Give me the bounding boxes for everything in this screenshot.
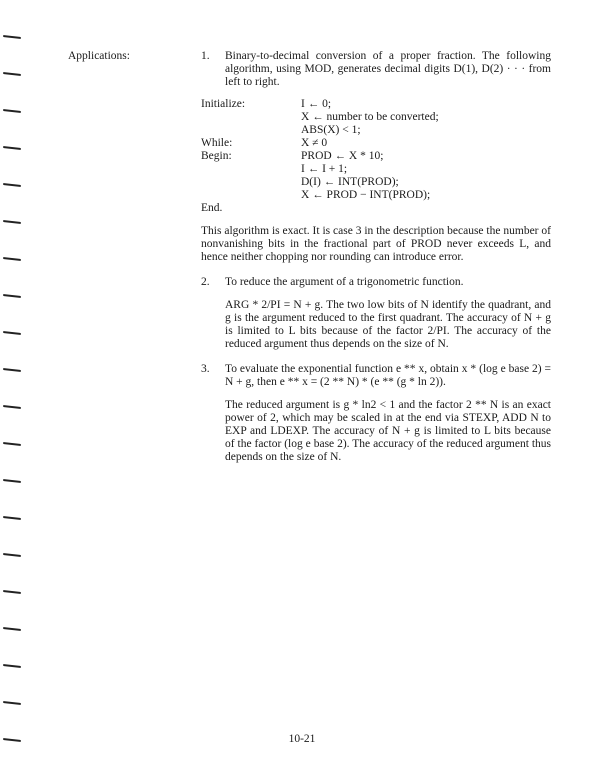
- binder-tab-mark: [3, 72, 21, 76]
- item-detail: The reduced argument is g * ln2 < 1 and the factor 2 ** N is an exact power of 2, which may be scaled in at the end via STEXP, ADD N to EXP and LDEXP. The accuracy of N + g is limited to L bits because of the factor (log e base 2). The accuracy of the reduced argument thus depends on the size of N.: [225, 399, 551, 463]
- binder-tab-mark: [3, 479, 21, 483]
- algorithm-end: [201, 202, 551, 215]
- binder-tab-mark: [3, 590, 21, 594]
- application-item-1: [201, 50, 551, 89]
- binder-tab-mark: [3, 35, 21, 39]
- algorithm-line: D(I) ← INT(PROD);: [301, 176, 399, 188]
- binder-tab-mark: [3, 220, 21, 224]
- algorithm-while: [201, 137, 551, 150]
- item-number: 3.: [201, 363, 210, 375]
- application-item-2: [201, 276, 551, 289]
- item-text: To reduce the argument of a trigonometric function.: [225, 276, 464, 288]
- binder-tab-mark: [3, 368, 21, 372]
- begin-label: Begin:: [201, 150, 232, 162]
- algorithm-line: I ← 0;: [301, 98, 332, 110]
- item-text: To evaluate the exponential function e ** x, obtain x * (log e base 2) = N + g, then e ** x = (2 ** N) * (e ** (g * ln 2)).: [225, 363, 551, 388]
- algorithm-begin: [201, 150, 551, 202]
- while-condition: X ≠ 0: [301, 137, 328, 149]
- binder-tab-mark: [3, 553, 21, 557]
- algorithm-line: X ← PROD − INT(PROD);: [301, 189, 431, 201]
- binder-tab-mark: [3, 183, 21, 187]
- page-number: 10-21: [288, 733, 316, 745]
- item-number: 1.: [201, 50, 210, 62]
- initialize-statements: [301, 98, 551, 137]
- while-label: While:: [201, 137, 233, 149]
- algorithm-line: PROD ← X * 10;: [301, 150, 384, 162]
- binder-tab-mark: [3, 516, 21, 520]
- item-detail: ARG * 2/PI = N + g. The two low bits of N identify the quadrant, and g is the argument reduced to the first quadrant. The accuracy of N + g is limited to L bits because of the factor 2/PI. The accuracy of the reduced argument thus depends on the size of N.: [225, 299, 551, 350]
- initialize-label: Initialize:: [201, 98, 246, 110]
- section-label: Applications:: [68, 50, 130, 62]
- binder-tab-mark: [3, 405, 21, 409]
- algorithm-line: I ← I + 1;: [301, 163, 348, 175]
- end-label: End.: [201, 202, 223, 214]
- begin-statements: [301, 150, 551, 202]
- binder-tab-mark: [3, 701, 21, 705]
- binder-tab-mark: [3, 109, 21, 113]
- binder-tab-mark: [3, 664, 21, 668]
- algorithm-line: ABS(X) < 1;: [301, 124, 361, 136]
- binder-tab-mark: [3, 331, 21, 335]
- algorithm-note: This algorithm is exact. It is case 3 in the description because the number of nonvanishing bits in the fractional part of PROD never exceeds L, and hence neither chopping nor rounding can introduce error.: [201, 225, 551, 263]
- binder-tab-mark: [3, 146, 21, 150]
- binder-tab-mark: [3, 627, 21, 631]
- algorithm-initialize: [201, 98, 551, 137]
- algorithm-block: [201, 98, 551, 215]
- binder-tab-mark: [3, 442, 21, 446]
- binder-tab-mark: [3, 257, 21, 261]
- applications-content: [201, 50, 551, 464]
- binder-tab-mark: [3, 294, 21, 298]
- item-number: 2.: [201, 276, 210, 288]
- item-text: Binary-to-decimal conversion of a proper fraction. The following algorithm, using MOD, generates decimal digits D(1), D(2) · · · from left to right.: [225, 50, 551, 88]
- application-item-3: [201, 363, 551, 389]
- algorithm-line: X ← number to be converted;: [301, 111, 439, 123]
